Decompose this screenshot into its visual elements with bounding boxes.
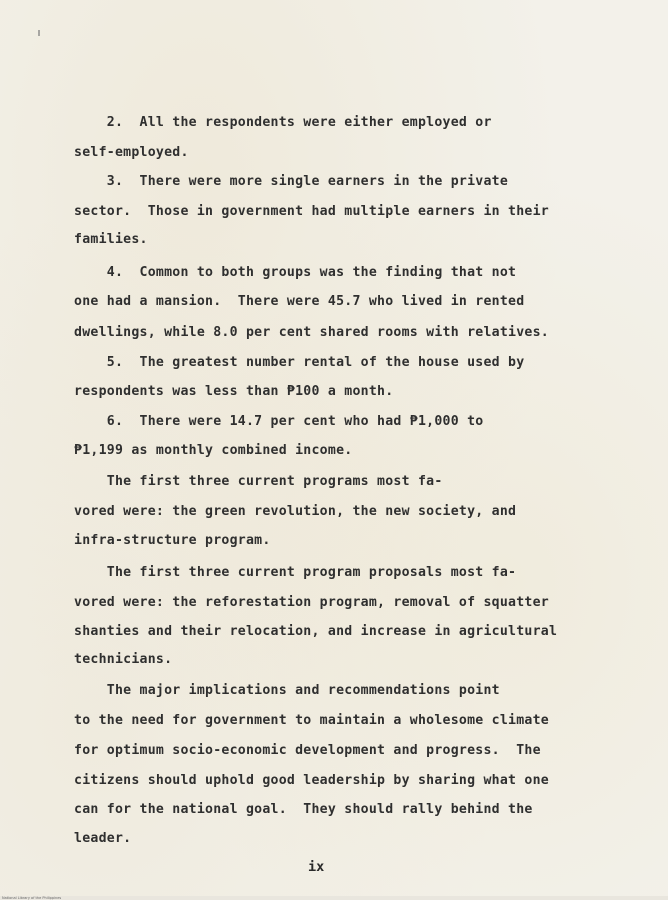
scan-footer: National Library of the Philippines — [0, 896, 668, 900]
scan-mark — [38, 30, 40, 36]
text-line: vored were: the green revolution, the new society, and — [74, 504, 517, 519]
page-number: ix — [308, 859, 325, 875]
text-line: citizens should uphold good leadership by sharing what one — [74, 773, 549, 788]
text-line: The major implications and recommendations point — [74, 683, 500, 698]
text-line: leader. — [74, 831, 132, 846]
text-line: ₱1,199 as monthly combined income. — [74, 443, 353, 458]
text-line: infra-structure program. — [74, 533, 271, 548]
text-line: one had a mansion. There were 45.7 who lived in rented — [74, 294, 525, 309]
text-line: The first three current program proposals most fa- — [74, 565, 517, 580]
text-line: 3. There were more single earners in the private — [74, 174, 509, 189]
text-line: dwellings, while 8.0 per cent shared rooms with relatives. — [74, 325, 549, 340]
text-line: The first three current programs most fa- — [74, 474, 443, 489]
text-line: to the need for government to maintain a wholesome climate — [74, 713, 549, 728]
text-line: 2. All the respondents were either employed or — [74, 115, 492, 130]
text-line: families. — [74, 232, 148, 247]
text-line: self-employed. — [74, 145, 189, 160]
text-line: 6. There were 14.7 per cent who had ₱1,000 to — [74, 414, 484, 429]
text-line: shanties and their relocation, and increase in agricultural — [74, 624, 558, 639]
text-line: sector. Those in government had multiple earners in their — [74, 204, 549, 219]
text-line: 5. The greatest number rental of the house used by — [74, 355, 525, 370]
text-line: can for the national goal. They should rally behind the — [74, 802, 533, 817]
text-line: technicians. — [74, 652, 173, 667]
text-line: respondents was less than ₱100 a month. — [74, 384, 394, 399]
text-line: vored were: the reforestation program, removal of squatter — [74, 595, 549, 610]
text-line: for optimum socio-economic development and progress. The — [74, 743, 541, 758]
text-line: 4. Common to both groups was the finding that not — [74, 265, 517, 280]
